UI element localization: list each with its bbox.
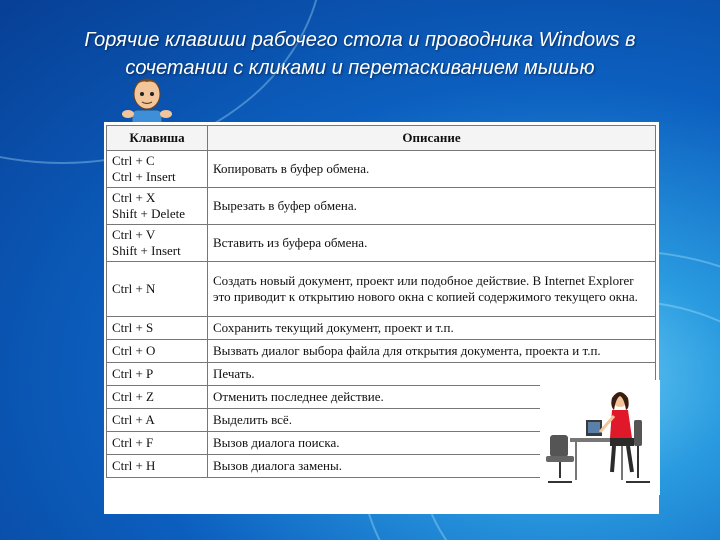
key-cell [107, 262, 208, 317]
chair-back [550, 435, 568, 457]
key-cell [107, 363, 208, 386]
table-row [107, 317, 656, 340]
key-combo: Ctrl + P [112, 366, 154, 381]
key-combo: Ctrl + F [112, 435, 154, 450]
key-cell [107, 409, 208, 432]
description-cell: Создать новый документ, проект или подобное действие. В Internet Explorer это приводит к открытию нового окна с копией содержимого текущего окна. [208, 262, 656, 317]
key-combo: Ctrl + N [112, 281, 156, 296]
table-row [107, 262, 656, 317]
description-cell: Выделить всё. [208, 409, 656, 432]
key-combo: Ctrl + X [112, 190, 156, 205]
key-cell [107, 317, 208, 340]
key-combo: Shift + Delete [112, 206, 186, 221]
description-cell: Отменить последнее действие. [208, 386, 656, 409]
description-cell: Сохранить текущий документ, проект и т.п. [208, 317, 656, 340]
description-cell: Печать. [208, 363, 656, 386]
title-line: сочетании с кликами и перетаскиванием мышью [125, 57, 595, 79]
office-worker-clipart [540, 380, 660, 495]
key-combo: Ctrl + S [112, 320, 154, 335]
description-cell: Вставить из буфера обмена. [208, 225, 656, 262]
key-combo: Ctrl + Insert [112, 169, 176, 184]
title-line: Горячие клавиши рабочего стола и проводника Windows в [84, 29, 636, 51]
key-combo: Shift + Insert [112, 243, 181, 258]
description-cell: Вызвать диалог выбора файла для открытия документа, проекта и т.п. [208, 340, 656, 363]
key-combo: Ctrl + A [112, 412, 155, 427]
column-header-description: Описание [208, 126, 656, 151]
table-row [107, 340, 656, 363]
key-cell [107, 386, 208, 409]
key-cell [107, 340, 208, 363]
key-cell [107, 455, 208, 478]
table-row [107, 225, 656, 262]
description-cell: Вырезать в буфер обмена. [208, 188, 656, 225]
key-combo: Ctrl + O [112, 343, 156, 358]
column-header-key: Клавиша [107, 126, 208, 151]
description-cell: Копировать в буфер обмена. [208, 151, 656, 188]
table-row [107, 151, 656, 188]
key-combo: Ctrl + C [112, 153, 155, 168]
key-combo: Ctrl + V [112, 227, 156, 242]
table-header-row [107, 126, 656, 151]
table-row [107, 188, 656, 225]
key-cell [107, 188, 208, 225]
slide-title [0, 26, 720, 82]
key-cell [107, 432, 208, 455]
description-cell: Вызов диалога замены. [208, 455, 656, 478]
office-worker-clipart-area [540, 380, 660, 495]
key-cell [107, 151, 208, 188]
key-cell [107, 225, 208, 262]
key-combo: Ctrl + H [112, 458, 156, 473]
description-cell: Вызов диалога поиска. [208, 432, 656, 455]
key-combo: Ctrl + Z [112, 389, 154, 404]
